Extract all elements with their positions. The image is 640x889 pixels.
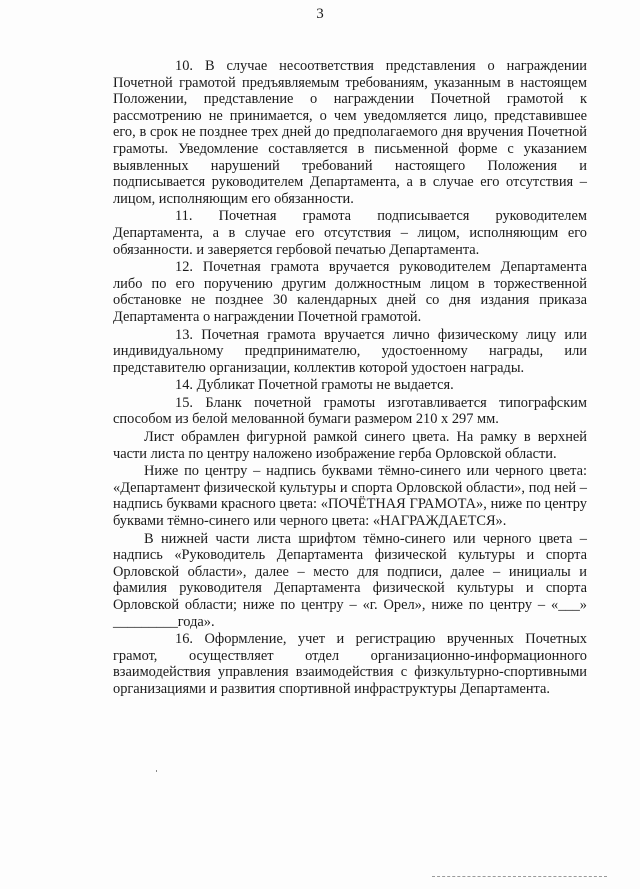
paragraph-11 [113,208,587,258]
paragraph-text: Почетная грамота вручается руководителем Департамента либо по его поручению другим должностным лицом в торжественной обстановке не позднее 30 календарных дней со дня издания приказа Департамента о награждении Почетной грамотой. [113,259,587,325]
paragraph-text: В нижней части листа шрифтом тёмно-синего или черного цвета – надпись «Руководитель Департамента физической культуры и спорта Орловской области», далее – место для подписи, далее – инициалы и фамилия руководителя Департамента физической культуры и спорта Орловской области; ниже по центру – «г. Орел», ниже по центру – «___» _________года». [113,530,587,630]
paragraph-text: Почетная грамота подписывается руководителем Департамента, а в случае его отсутствия – лицом, исполняющим его обязанности. и заверяется гербовой печатью Департамента. [113,208,587,258]
paragraph-text: Почетная грамота вручается лично физическому лицу или индивидуальному предпринимателю, удостоенному награды, или представителю организации, коллектив которой удостоен награды. [113,326,587,376]
paragraph-14 [113,377,587,394]
paragraph-number: 15. [175,394,193,411]
paragraph-center-text [113,463,587,529]
paragraph-text: Дубликат Почетной грамоты не выдается. [196,377,454,394]
paragraph-text: Лист обрамлен фигурной рамкой синего цвета. На рамку в верхней части листа по центру наложено изображение герба Орловской области. [113,429,587,462]
document-body [113,58,587,698]
paragraph-bottom-text [113,531,587,631]
paragraph-number: 13. [175,326,193,343]
paragraph-text: Оформление, учет и регистрацию врученных Почетных грамот, осуществляет отдел организационно-информационного взаимодействия управления взаимодействия с физкультурно-спортивными организациями и развития спортивной инфраструктуры Департамента. [113,631,587,697]
paragraph-text: Бланк почетной грамоты изготавливается типографским способом из белой мелованной бумаги размером 210 х 297 мм. [113,394,587,428]
page-number: 3 [316,6,324,22]
paragraph-number: 11. [175,208,193,225]
paragraph-12 [113,259,587,325]
paragraph-number: 14. [175,377,193,394]
paragraph-number: 10. [175,58,193,74]
paragraph-text: В случае несоответствия представления о награждении Почетной грамотой предъявляемым требованиям, указанным в настоящем Положении, представление о награждении Почетной грамотой к рассмотрению не принимается, о чем уведомляется лицо, представившее его, в срок не позднее трех дней до предполагаемого дня вручения Почетной грамоты. Уведомление составляется в письменной форме с указанием выявленных нарушений требований настоящего Положения и подписывается руководителем Департамента, а в случае его отсутствия – лицом, исполняющим его обязанности. [113,58,587,207]
paragraph-number: 16. [175,631,193,648]
scan-artifact [156,770,157,772]
paragraph-text: Ниже по центру – надпись буквами тёмно-синего или черного цвета: «Департамент физической культуры и спорта Орловской области», под ней – надпись буквами красного цвета: «ПОЧЁТНАЯ ГРАМОТА», ниже по центру буквами тёмно-синего или черного цвета: «НАГРАЖДАЕТСЯ». [113,463,587,530]
paragraph-frame [113,429,587,462]
paragraph-13 [113,327,587,377]
paragraph-16 [113,631,587,697]
paragraph-10 [113,58,587,207]
paragraph-number: 12. [175,259,193,276]
footer-line [432,876,607,878]
paragraph-15 [113,395,587,428]
